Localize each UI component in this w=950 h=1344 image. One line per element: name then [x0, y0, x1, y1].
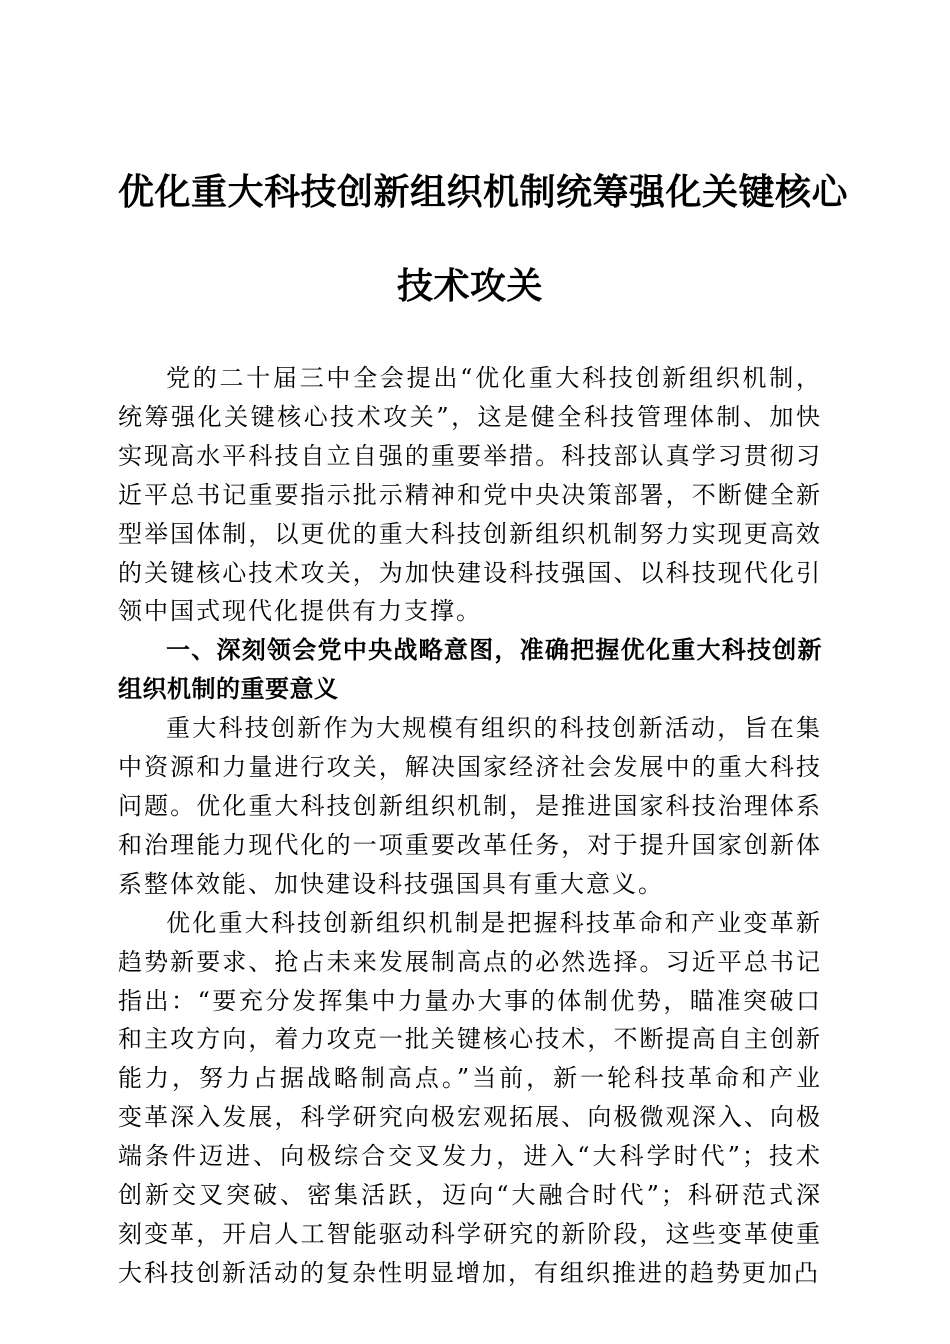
document-title-line-1: 优化重大科技创新组织机制统筹强化关键核心	[118, 172, 849, 213]
document-body	[118, 359, 822, 1293]
section-heading-1: 一、深刻领会党中央战略意图，准确把握优化重大科技创新组织机制的重要意义	[118, 636, 822, 704]
document-title-line-2: 技术攻关	[396, 266, 543, 307]
body-paragraph-3: 优化重大科技创新组织机制是把握科技革命和产业变革新趋势新要求、抢占未来发展制高点的必然选择。习近平总书记指出：“要充分发挥集中力量办大事的体制优势，瞄准突破口和主攻方向，着力攻克一批关键核心技术，不断提高自主创新能力，努力占据战略制高点。”当前，新一轮科技革命和产业变革深入发展，科学研究向极宏观拓展、向极微观深入、向极端条件迈进、向极综合交叉发力，进入“大科学时代”；技术创新交叉突破、密集活跃，迈向“大融合时代”；科研范式深刻变革，开启人工智能驱动科学研究的新阶段，这些变革使重大科技创新活动的复杂性明显增加，有组织推进的趋势更加凸	[118, 908, 822, 1287]
intro-paragraph: 党的二十届三中全会提出“优化重大科技创新组织机制，统筹强化关键核心技术攻关”，这是健全科技管理体制、加快实现高水平科技自立自强的重要举措。科技部认真学习贯彻习近平总书记重要指示批示精神和党中央决策部署，不断健全新型举国体制，以更优的重大科技创新组织机制努力实现更高效的关键核心技术攻关，为加快建设科技强国、以科技现代化引领中国式现代化提供有力支撑。	[118, 364, 822, 626]
body-paragraph-2: 重大科技创新作为大规模有组织的科技创新活动，旨在集中资源和力量进行攻关，解决国家经济社会发展中的重大科技问题。优化重大科技创新组织机制，是推进国家科技治理体系和治理能力现代化的一项重要改革任务，对于提升国家创新体系整体效能、加快建设科技强国具有重大意义。	[118, 714, 822, 898]
